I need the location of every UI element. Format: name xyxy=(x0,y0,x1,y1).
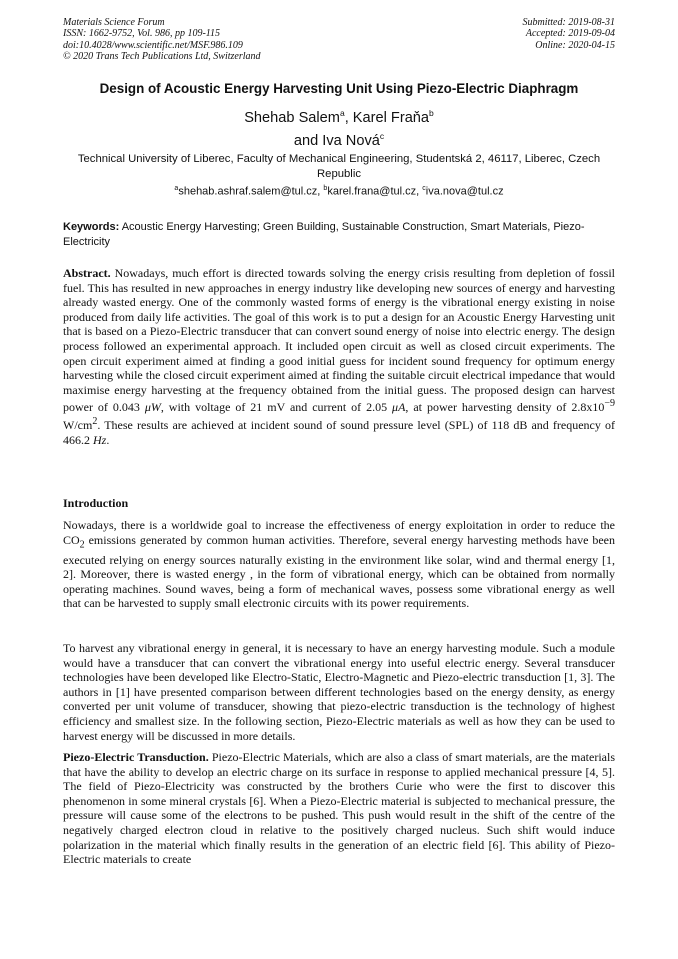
online-date: Online: 2020-04-15 xyxy=(535,39,615,51)
keywords xyxy=(63,220,615,250)
doi-line: doi:10.4028/www.scientific.net/MSF.986.109 xyxy=(63,39,243,51)
subsection-heading-piezo: Piezo-Electric Transduction. xyxy=(63,750,209,764)
journal-name: Materials Science Forum xyxy=(63,17,165,28)
email-link[interactable]: iva.nova@tul.cz xyxy=(425,185,504,198)
intro-paragraph-1: Nowadays, there is a worldwide goal to increase the effectiveness of energy exploitation in order to reduce the $CO_2$ emissions generated by common human activities. Therefore, several energy harvesting methods have been executed relying on energy sources naturally existing in the environment like solar, wind and thermal energy [1, 2]. Moreover, there is wasted energy , in the form of vibrational energy, which can be obtained from normally operating machines. Sound waves, being a form of mechanical waves, possess some vibrational energy as well that can be harvested to supply small electronic circuits with its power requirements. xyxy=(63,518,615,611)
issn-line: ISSN: 1662-9752, Vol. 986, pp 109-115 xyxy=(63,28,221,40)
affiliation: Technical University of Liberec, Faculty of Mechanical Engineering, Studentská 2, 46117, Liberec, Czech Republic xyxy=(77,153,601,180)
keywords-label: Keywords: xyxy=(63,221,120,233)
journal-info xyxy=(63,17,261,62)
submission-dates xyxy=(523,17,616,51)
submitted-date: Submitted: 2019-08-31 xyxy=(522,17,615,28)
author-emails: $^a$shehab.ashraf.salem@tul.cz, $^b$karel.frana@tul.cz, $^c$iva.nova@tul.cz xyxy=(174,185,504,198)
section-heading-introduction: Introduction xyxy=(63,496,129,510)
author-marker: a xyxy=(339,108,345,118)
copyright-line: © 2020 Trans Tech Publications Ltd, Switzerland xyxy=(63,50,261,62)
author-name: Karel Fraňa xyxy=(352,109,430,126)
accepted-date: Accepted: 2019-09-04 xyxy=(525,28,615,40)
author-marker: b xyxy=(429,108,434,118)
abstract: Abstract. Nowadays, much effort is directed towards solving the energy crisis resulting from depletion of fossil fuel. This has resulted in new approaches in energy industry like developing new sources of energy and harvesting already wasted energy. One of the commonly wasted forms of energy is the vibrational energy existing in noise produced from daily life activities. The goal of this work is to put a design for an Acoustic Energy Harvesting unit that is based on a Piezo-Electric transducer that can convert sound energy of noise into electric energy. The design process followed an experimental approach. It included open circuit as well as closed circuit experiments. The open circuit experiment aimed at finding a good initial guess for incident sound frequency for optimum energy harvesting while the closed circuit experiment aimed at finding the suitable circuit electrical impedance that would maximise energy harvesting at the frequency obtained from the initial guess. The proposed design can harvest power of 0.043 μW, with voltage of 21 mV and current of 2.05 μA, at power harvesting density of $2.8x10^{-9}$ $W/cm^2$. These results are achieved at incident sound of sound pressure level (SPL) of 118 dB and frequency of 466.2 Hz. xyxy=(63,266,616,447)
intro-paragraph-3: Piezo-Electric Transduction. Piezo-Electric Materials, which are also a class of smart materials, are the materials that have the ability to develop an electric charge on its surface in response to applied mechanical pressure [4, 5]. The field of Piezo-Electricity was constructed by the brothers Curie who were the first to discover this phenomenon in some mineral crystals [6]. When a Piezo-Electric material is subjected to mechanical pressure, the pressure will cause some of the electrons to be pushed. This push would result in the shift of the centre of the negatively charged electron cloud in relative to the positively charged nucleus. Such shift would induce polarization in the material which finally results in the generation of an electric field [6]. This ability of Piezo-Electric materials to create xyxy=(63,750,615,867)
email-link[interactable]: karel.frana@tul.cz xyxy=(327,185,417,198)
author-name: Iva Nová xyxy=(322,132,380,149)
intro-paragraph-2: To harvest any vibrational energy in general, it is necessary to have an energy harvesting module. Such a module would have a transducer that can convert the vibrational energy into useful electric energy. Several transducer technologies have been developed like Electro-Static, Electro-Magnetic and Piezo-electric transduction [1, 3]. The authors in [1] have presented comparison between different technologies based on the energy density, as energy converted per unit volume of transducer, showing that piezo-electric transduction is the technology of highest efficiency and smallest size. In the following section, Piezo-Electric materials as well as how they can be used to harvest energy will be discussed in more details. xyxy=(63,641,615,743)
author-marker: c xyxy=(379,130,385,141)
author-list: Shehab Salem$^a$, Karel Fraňa$^b$ and Iva Nová$^c$ xyxy=(244,108,434,149)
author-name: Shehab Salem xyxy=(244,109,340,126)
paper-title: Design of Acoustic Energy Harvesting Unit Using Piezo-Electric Diaphragm xyxy=(99,81,579,96)
keywords-text: Acoustic Energy Harvesting; Green Building, Sustainable Construction, Smart Materials, Piezo-Electricity xyxy=(63,221,585,248)
email-link[interactable]: shehab.ashraf.salem@tul.cz xyxy=(178,185,318,198)
abstract-label: Abstract. xyxy=(63,266,111,280)
